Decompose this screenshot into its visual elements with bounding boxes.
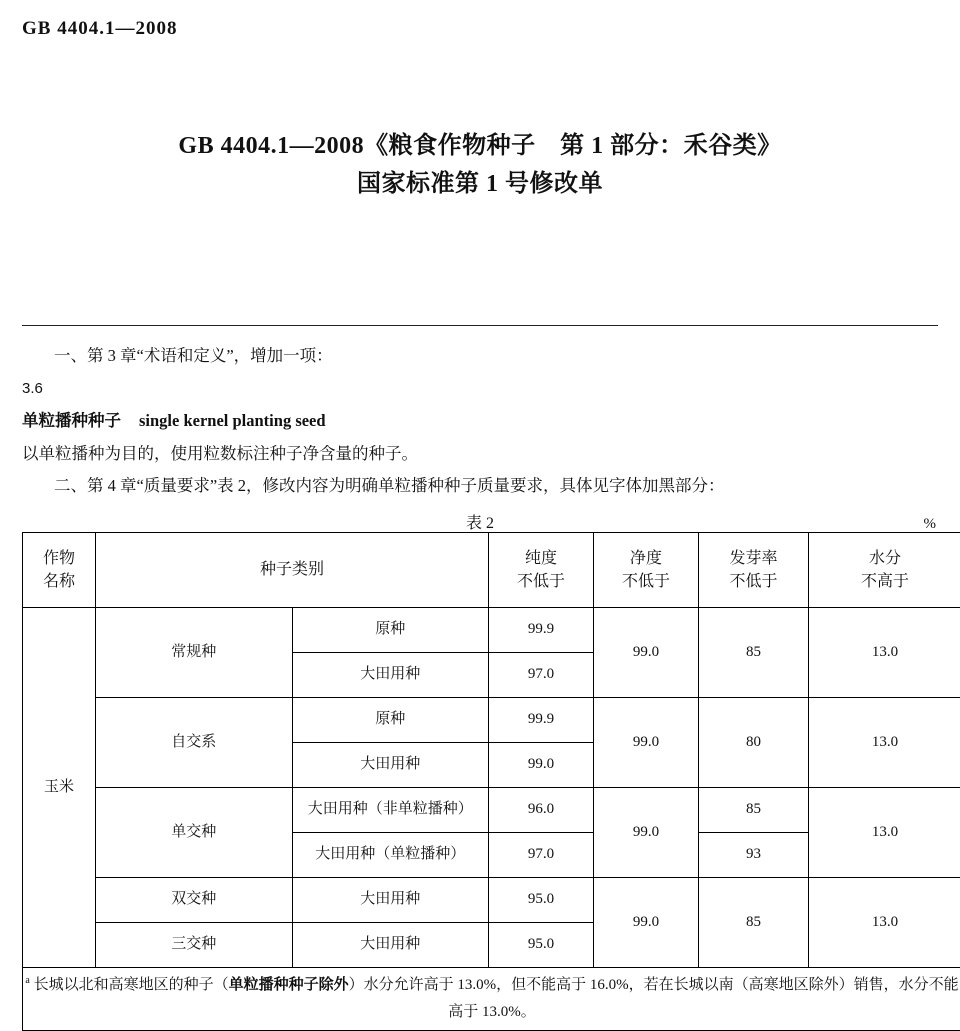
clause-number: 3.6: [22, 374, 938, 403]
cell-germination: 85: [699, 787, 809, 832]
cell-cleanliness: 99.0: [594, 877, 699, 967]
table-caption: 表 2: [22, 508, 938, 539]
title-line-1: GB 4404.1—2008《粮食作物种子 第 1 部分：禾谷类》: [0, 128, 960, 164]
cell-purity: 99.9: [489, 607, 594, 652]
footnote-text-part2: ）水分允许高于 13.0%，但不能高于 16.0%，若在长城以南（高寒地区除外）销售，水分不能高于 13.0%。: [349, 977, 959, 1020]
table-caption-row: [22, 508, 938, 532]
table-header-row: [23, 532, 960, 607]
cell-seed-category: 大田用种（非单粒播种）: [292, 787, 489, 832]
cell-purity: 99.0: [489, 742, 594, 787]
header-crop-name-line2: 名称: [43, 573, 75, 590]
header-purity: [489, 532, 594, 607]
header-purity-line1: 纯度: [525, 550, 557, 567]
cell-crop-name: 玉米: [23, 607, 96, 967]
term-definition: 以单粒播种为目的，使用粒数标注种子净含量的种子。: [22, 438, 938, 470]
cell-purity: 97.0: [489, 652, 594, 697]
table-head: [23, 532, 960, 607]
header-moisture: [809, 532, 960, 607]
document-body: [22, 340, 938, 1031]
header-moisture-line2: 不高于: [861, 573, 909, 590]
header-germination-line2: 不低于: [729, 573, 777, 590]
cell-germination: 85: [699, 607, 809, 697]
cell-moisture: 13.0: [809, 607, 960, 697]
cell-cleanliness: 99.0: [594, 787, 699, 877]
table-body: [23, 607, 960, 1030]
header-crop-name-line1: 作物: [43, 550, 75, 567]
footnote-text-bold: 单粒播种种子除外: [229, 977, 349, 993]
cell-germination: 85: [699, 877, 809, 967]
cell-purity: 96.0: [489, 787, 594, 832]
table-row: [23, 697, 960, 742]
amendment-item-one: 一、第 3 章“术语和定义”，增加一项：: [22, 340, 938, 372]
footnote-marker: a: [25, 975, 29, 986]
page-header-standard-code: GB 4404.1—2008: [22, 18, 177, 40]
cell-seed-category: 原种: [292, 607, 489, 652]
cell-moisture: 13.0: [809, 787, 960, 877]
header-moisture-line1: 水分: [869, 550, 901, 567]
horizontal-divider: [22, 325, 938, 326]
term-english: single kernel planting seed: [139, 411, 326, 430]
header-germination: [699, 532, 809, 607]
cell-cleanliness: 99.0: [594, 697, 699, 787]
cell-moisture: 13.0: [809, 877, 960, 967]
cell-seed-category: 大田用种: [292, 922, 489, 967]
cell-seed-type: 双交种: [96, 877, 293, 922]
header-purity-line2: 不低于: [517, 573, 565, 590]
title-line-2: 国家标准第 1 号修改单: [0, 164, 960, 205]
term-chinese: 单粒播种种子: [22, 411, 121, 430]
header-cleanliness-line2: 不低于: [622, 573, 670, 590]
table-row: [23, 877, 960, 922]
cell-seed-type: 自交系: [96, 697, 293, 787]
table-row: [23, 787, 960, 832]
quality-requirements-table: [22, 532, 960, 1031]
cell-seed-type: 三交种: [96, 922, 293, 967]
table-footnote-row: [23, 967, 960, 1030]
cell-germination: 80: [699, 697, 809, 787]
cell-purity: 97.0: [489, 832, 594, 877]
cell-purity: 95.0: [489, 922, 594, 967]
cell-seed-category: 大田用种（单粒播种）: [292, 832, 489, 877]
cell-seed-type: 常规种: [96, 607, 293, 697]
footnote-text-part1: 长城以北和高寒地区的种子（: [34, 977, 229, 993]
cell-cleanliness: 99.0: [594, 607, 699, 697]
term-entry: [22, 405, 938, 437]
cell-purity: 95.0: [489, 877, 594, 922]
cell-seed-category: 原种: [292, 697, 489, 742]
header-germination-line1: 发芽率: [729, 550, 777, 567]
header-cleanliness-line1: 净度: [630, 550, 662, 567]
header-cleanliness: [594, 532, 699, 607]
document-title: [0, 128, 960, 205]
cell-purity: 99.9: [489, 697, 594, 742]
cell-germination: 93: [699, 832, 809, 877]
cell-seed-type: 单交种: [96, 787, 293, 877]
amendment-item-two: 二、第 4 章“质量要求”表 2，修改内容为明确单粒播种种子质量要求，具体见字体加黑部分：: [22, 470, 938, 502]
table-footnote: [23, 967, 960, 1030]
cell-seed-category: 大田用种: [292, 877, 489, 922]
table-unit-label: %: [924, 510, 937, 539]
cell-seed-category: 大田用种: [292, 652, 489, 697]
table-row: [23, 607, 960, 652]
cell-moisture: 13.0: [809, 697, 960, 787]
cell-seed-category: 大田用种: [292, 742, 489, 787]
header-seed-category: 种子类别: [96, 532, 489, 607]
header-crop-name: [23, 532, 96, 607]
